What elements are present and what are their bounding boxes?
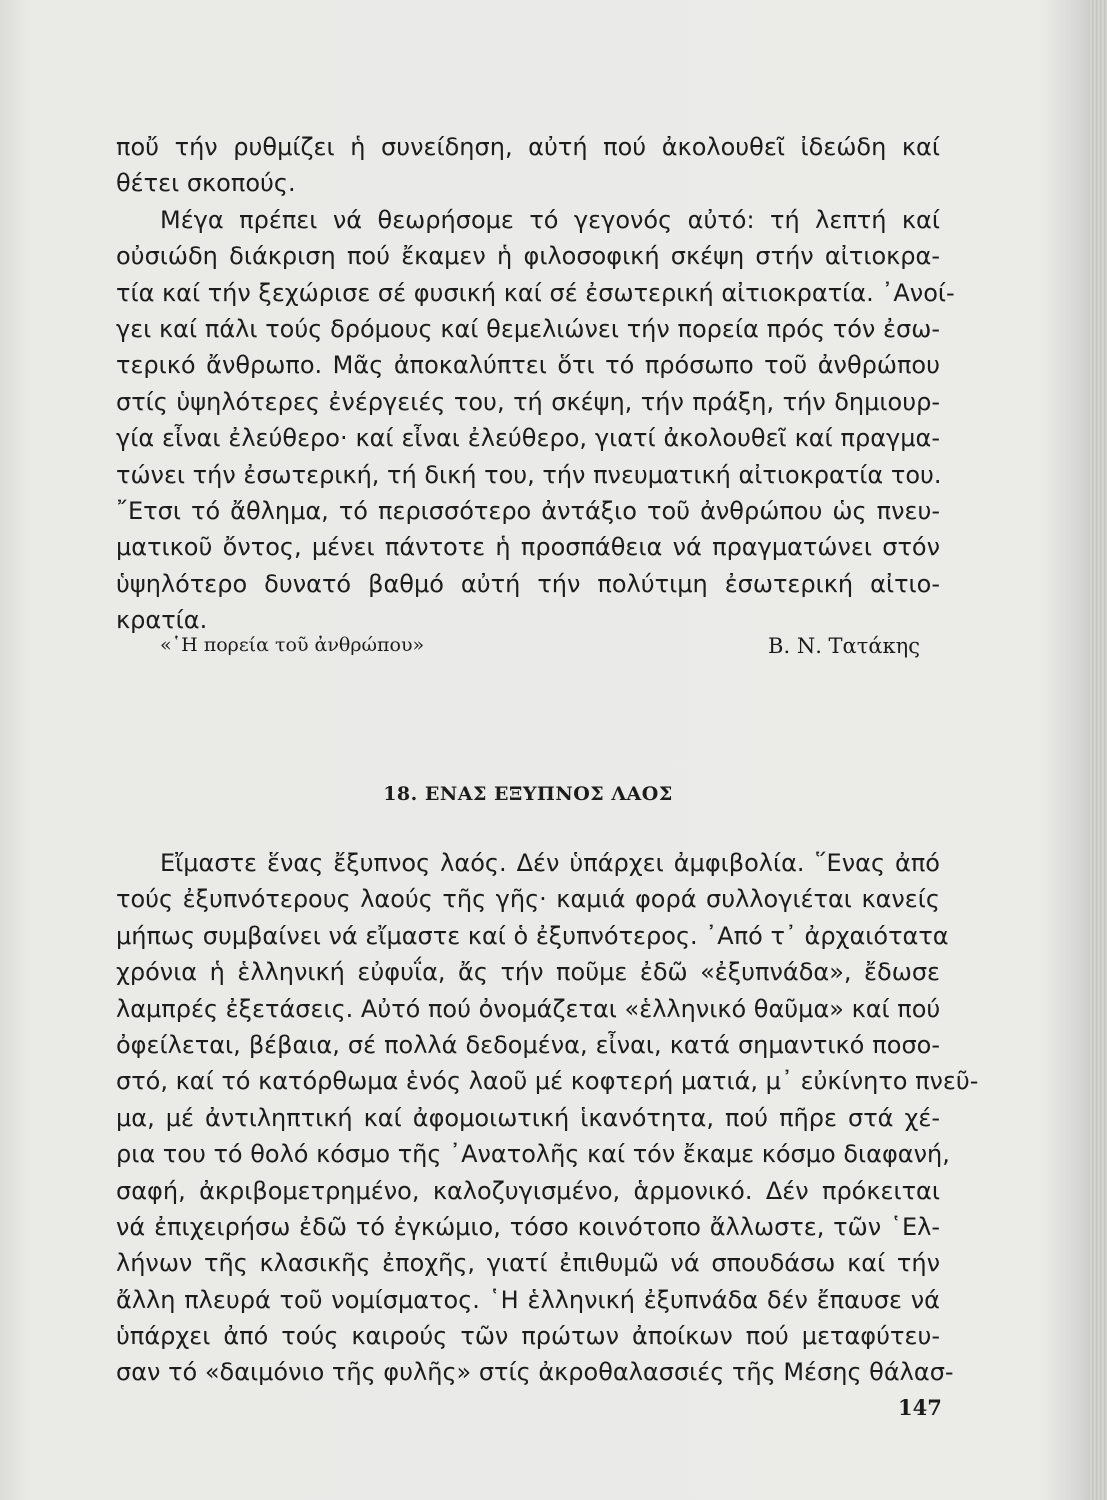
text-line: μήπως συμβαίνει νά εἴμαστε καί ὁ ἐξυπνότερος. ᾿Από τ᾿ ἀρχαιότατα xyxy=(116,921,949,950)
text-line: γει καί πάλι τούς δρόμους καί θεμελιώνει τήν πορεία πρός τόν ἐσω- xyxy=(116,314,940,343)
text-line: ἄλλη πλευρά τοῦ νομίσματος. ῾Η ἑλληνική ἐξυπνάδα δέν ἔπαυσε νά xyxy=(116,1285,940,1314)
text-line: χρόνια ἡ ἑλληνική εὐφυΐα, ἄς τήν ποῦμε ἐδῶ «ἐξυπνάδα», ἔδωσε xyxy=(116,958,940,987)
text-line: νά ἐπιχειρήσω ἐδῶ τό ἐγκώμιο, τόσο κοινότοπο ἄλλωστε, τῶν ῾Ελ- xyxy=(116,1212,940,1241)
text-line: σαφή, ἀκριβομετρημένο, καλοζυγισμένο, ἁρμονικό. Δέν πρόκειται xyxy=(116,1176,940,1205)
text-line: ὑψηλότερο δυνατό βαθμό αὐτή τήν πολύτιμη ἐσωτερική αἰτιο- xyxy=(116,569,940,598)
text-line: Μέγα πρέπει νά θεωρήσομε τό γεγονός αὐτό: τή λεπτή καί xyxy=(160,205,940,234)
text-line: τούς ἐξυπνότερους λαούς τῆς γῆς· καμιά φορά συλλογιέται κανείς xyxy=(116,885,940,914)
text-line: οὐσιώδη διάκριση πού ἔκαμεν ἡ φιλοσοφική σκέψη στήν αἰτιοκρα- xyxy=(116,242,940,271)
text-line: σαν τό «δαιμόνιο τῆς φυλῆς» στίς ἀκροθαλασσιές τῆς Μέσης θάλασ- xyxy=(116,1358,954,1387)
page-edge xyxy=(1089,0,1107,1500)
paragraph-3 xyxy=(116,845,979,1391)
text-line: Εἴμαστε ἕνας ἔξυπνος λαός. Δέν ὑπάρχει ἀμφιβολία. ῞Ενας ἀπό xyxy=(160,849,940,877)
text-line: γία εἶναι ἐλεύθερο· καί εἶναι ἐλεύθερο, γιατί ἀκολουθεῖ καί πραγμα- xyxy=(116,424,940,453)
text-line: ὀφείλεται, βέβαια, σέ πολλά δεδομένα, εἶναι, κατά σημαντικό ποσο- xyxy=(116,1030,940,1059)
text-line: τερικό ἄνθρωπο. Μᾶς ἀποκαλύπτει ὅτι τό πρόσωπο τοῦ ἀνθρώπου xyxy=(116,351,940,380)
paragraph-2 xyxy=(116,202,955,639)
text-line: ματικοῦ ὄντος, μένει πάντοτε ἡ προσπάθεια νά πραγματώνει στόν xyxy=(116,533,940,562)
chapter-heading: 18. ΕΝΑΣ ΕΞΥΠΝΟΣ ΛΑΟΣ xyxy=(383,783,673,805)
text-line: μα, μέ ἀντιληπτική καί ἀφομοιωτική ἱκανότητα, πού πῆρε στά χέ- xyxy=(116,1103,940,1132)
text-line: ῎Ετσι τό ἄθλημα, τό περισσότερο ἀντάξιο τοῦ ἀνθρώπου ὡς πνευ- xyxy=(116,496,940,525)
text-line: κρατία. xyxy=(116,606,208,635)
text-line: λαμπρές ἐξετάσεις. Αὐτό πού ὀνομάζεται «ἑλληνικό θαῦμα» καί πού xyxy=(116,994,941,1023)
author-name: Β. Ν. Τατάκης xyxy=(768,634,920,658)
section-2-paragraphs xyxy=(116,845,979,1391)
section-1-paragraphs xyxy=(116,129,955,638)
source-work-title: «῾Η πορεία τοῦ ἀνθρώπου» xyxy=(160,634,425,656)
text-line: τία καί τήν ξεχώρισε σέ φυσική καί σέ ἐσωτερική αἰτιοκρατία. ᾿Ανοί- xyxy=(116,278,955,307)
text-line: θέτει σκοπούς. xyxy=(116,169,296,198)
page-number: 147 xyxy=(898,1395,942,1420)
text-line: ὑπάρχει ἀπό τούς καιρούς τῶν πρώτων ἀποίκων πού μεταφύτευ- xyxy=(116,1322,940,1351)
text-line: στό, καί τό κατόρθωμα ἑνός λαοῦ μέ κοφτερή ματιά, μ᾿ εὐκίνητο πνεῦ- xyxy=(116,1067,979,1096)
text-line: ποὔ τήν ρυθμίζει ἡ συνείδηση, αὐτή πού ἀκολουθεῖ ἰδεώδη καί xyxy=(116,133,940,161)
text-line: ρια του τό θολό κόσμο τῆς ᾿Ανατολῆς καί τόν ἔκαμε κόσμο διαφανή, xyxy=(116,1140,950,1169)
text-line: τώνει τήν ἐσωτερική, τή δική του, τήν πνευματική αἰτιοκρατία του. xyxy=(116,460,942,489)
paragraph-1 xyxy=(116,129,940,202)
text-line: στίς ὑψηλότερες ἐνέργειές του, τή σκέψη, τήν πράξη, τήν δημιουρ- xyxy=(116,387,940,416)
text-line: λήνων τῆς κλασικῆς ἐποχῆς, γιατί ἐπιθυμῶ νά σπουδάσω καί τήν xyxy=(116,1249,940,1278)
